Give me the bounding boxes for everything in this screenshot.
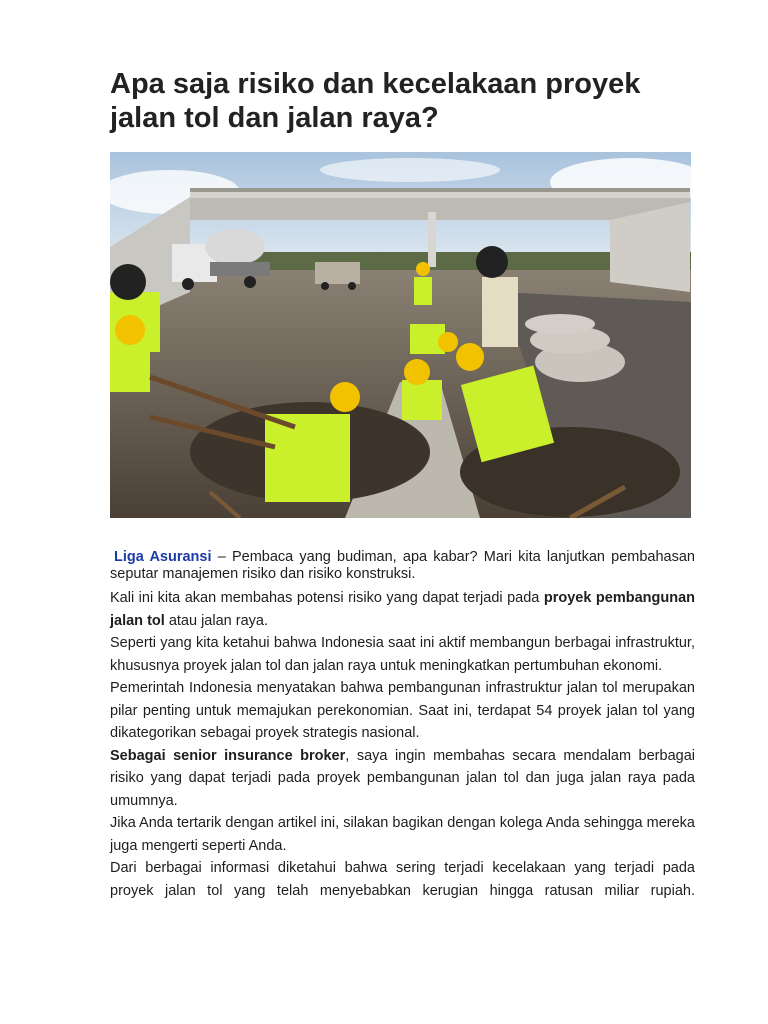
article-photo (110, 152, 691, 518)
paragraph-4-bold: Sebagai senior insurance broker (110, 747, 346, 764)
paragraph-1-bold: proyek pembangunan jalan tol (110, 590, 695, 629)
paragraph-3: Pemerintah Indonesia menyatakan bahwa pembangunan infrastruktur jalan tol merupakan pilar penting untuk memajukan perekonomian. Saat ini, terdapat 54 proyek jalan tol yang dikategorikan sebagai proyek strategis nasional. (110, 680, 695, 741)
intro-text: Pembaca yang budiman, apa kabar? Mari kita lanjutkan pembahasan seputar manajemen risiko dan risiko konstruksi. (110, 549, 696, 582)
paragraph-2: Seperti yang kita ketahui bahwa Indonesia saat ini aktif membangun berbagai infrastruktur, khususnya proyek jalan tol dan jalan raya untuk meningkatkan pertumbuhan ekonomi. (110, 635, 695, 674)
paragraph-1-text: Kali ini kita akan membahas potensi risiko yang dapat terjadi pada (110, 590, 544, 606)
intro-paragraph (110, 549, 695, 583)
paragraph-6: Dari berbagai informasi diketahui bahwa sering terjadi kecelakaan yang terjadi pada proyek jalan tol yang telah menyebabkan kerugian hingga ratusan miliar rupiah. (110, 860, 695, 899)
paragraph-4-text: , saya ingin membahas secara mendalam berbagai risiko yang dapat terjadi pada proyek pembangunan jalan tol dan juga jalan raya pada umumnya. (110, 747, 695, 809)
paragraph-4 (110, 745, 695, 813)
brand-link[interactable]: Liga Asuransi (114, 549, 212, 565)
paragraph-1-tail: atau jalan raya. (164, 612, 268, 629)
paragraph-5: Jika Anda tertarik dengan artikel ini, silakan bagikan dengan kolega Anda sehingga mereka juga mengerti seperti Anda. (110, 815, 695, 854)
article-title: Apa saja risiko dan kecelakaan proyek jalan tol dan jalan raya? (110, 68, 641, 134)
intro-dash: – (211, 549, 232, 565)
paragraph-1 (110, 587, 695, 632)
article-body (110, 549, 695, 902)
